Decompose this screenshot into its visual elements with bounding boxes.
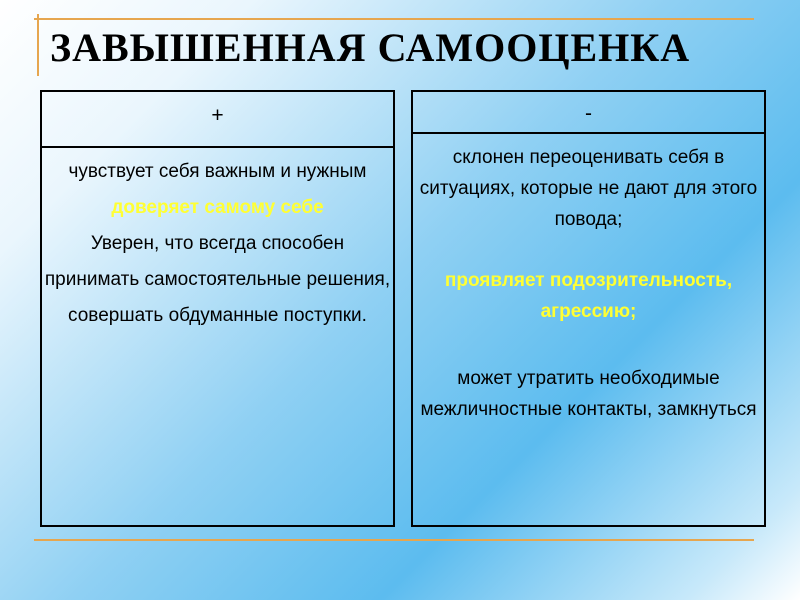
slide-title: ЗАВЫШЕННАЯ САМООЦЕНКА (50, 25, 691, 70)
cons-column (411, 90, 766, 527)
pros-column (40, 90, 395, 527)
accent-vertical-line (37, 14, 39, 76)
cons-header: - (413, 92, 764, 134)
pros-body (42, 148, 393, 334)
pros-header: + (42, 92, 393, 148)
cons-item-3: может утратить необходимые межличностные контакты, замкнуться (420, 368, 757, 420)
accent-top-line (34, 18, 754, 20)
pros-item-2-highlight: доверяет самому себе (111, 197, 324, 218)
accent-bottom-line (34, 539, 754, 541)
cons-body (413, 134, 764, 425)
cons-item-1: склонен переоценивать себя в ситуациях, которые не дают для этого повода; (419, 147, 758, 230)
cons-item-2-highlight: проявляет подозрительность, агрессию; (444, 270, 733, 322)
pros-item-3: Уверен, что всегда способен принимать самостоятельные решения, совершать обдуманные поступки. (44, 233, 391, 326)
pros-item-1: чувствует себя важным и нужным (68, 161, 367, 182)
